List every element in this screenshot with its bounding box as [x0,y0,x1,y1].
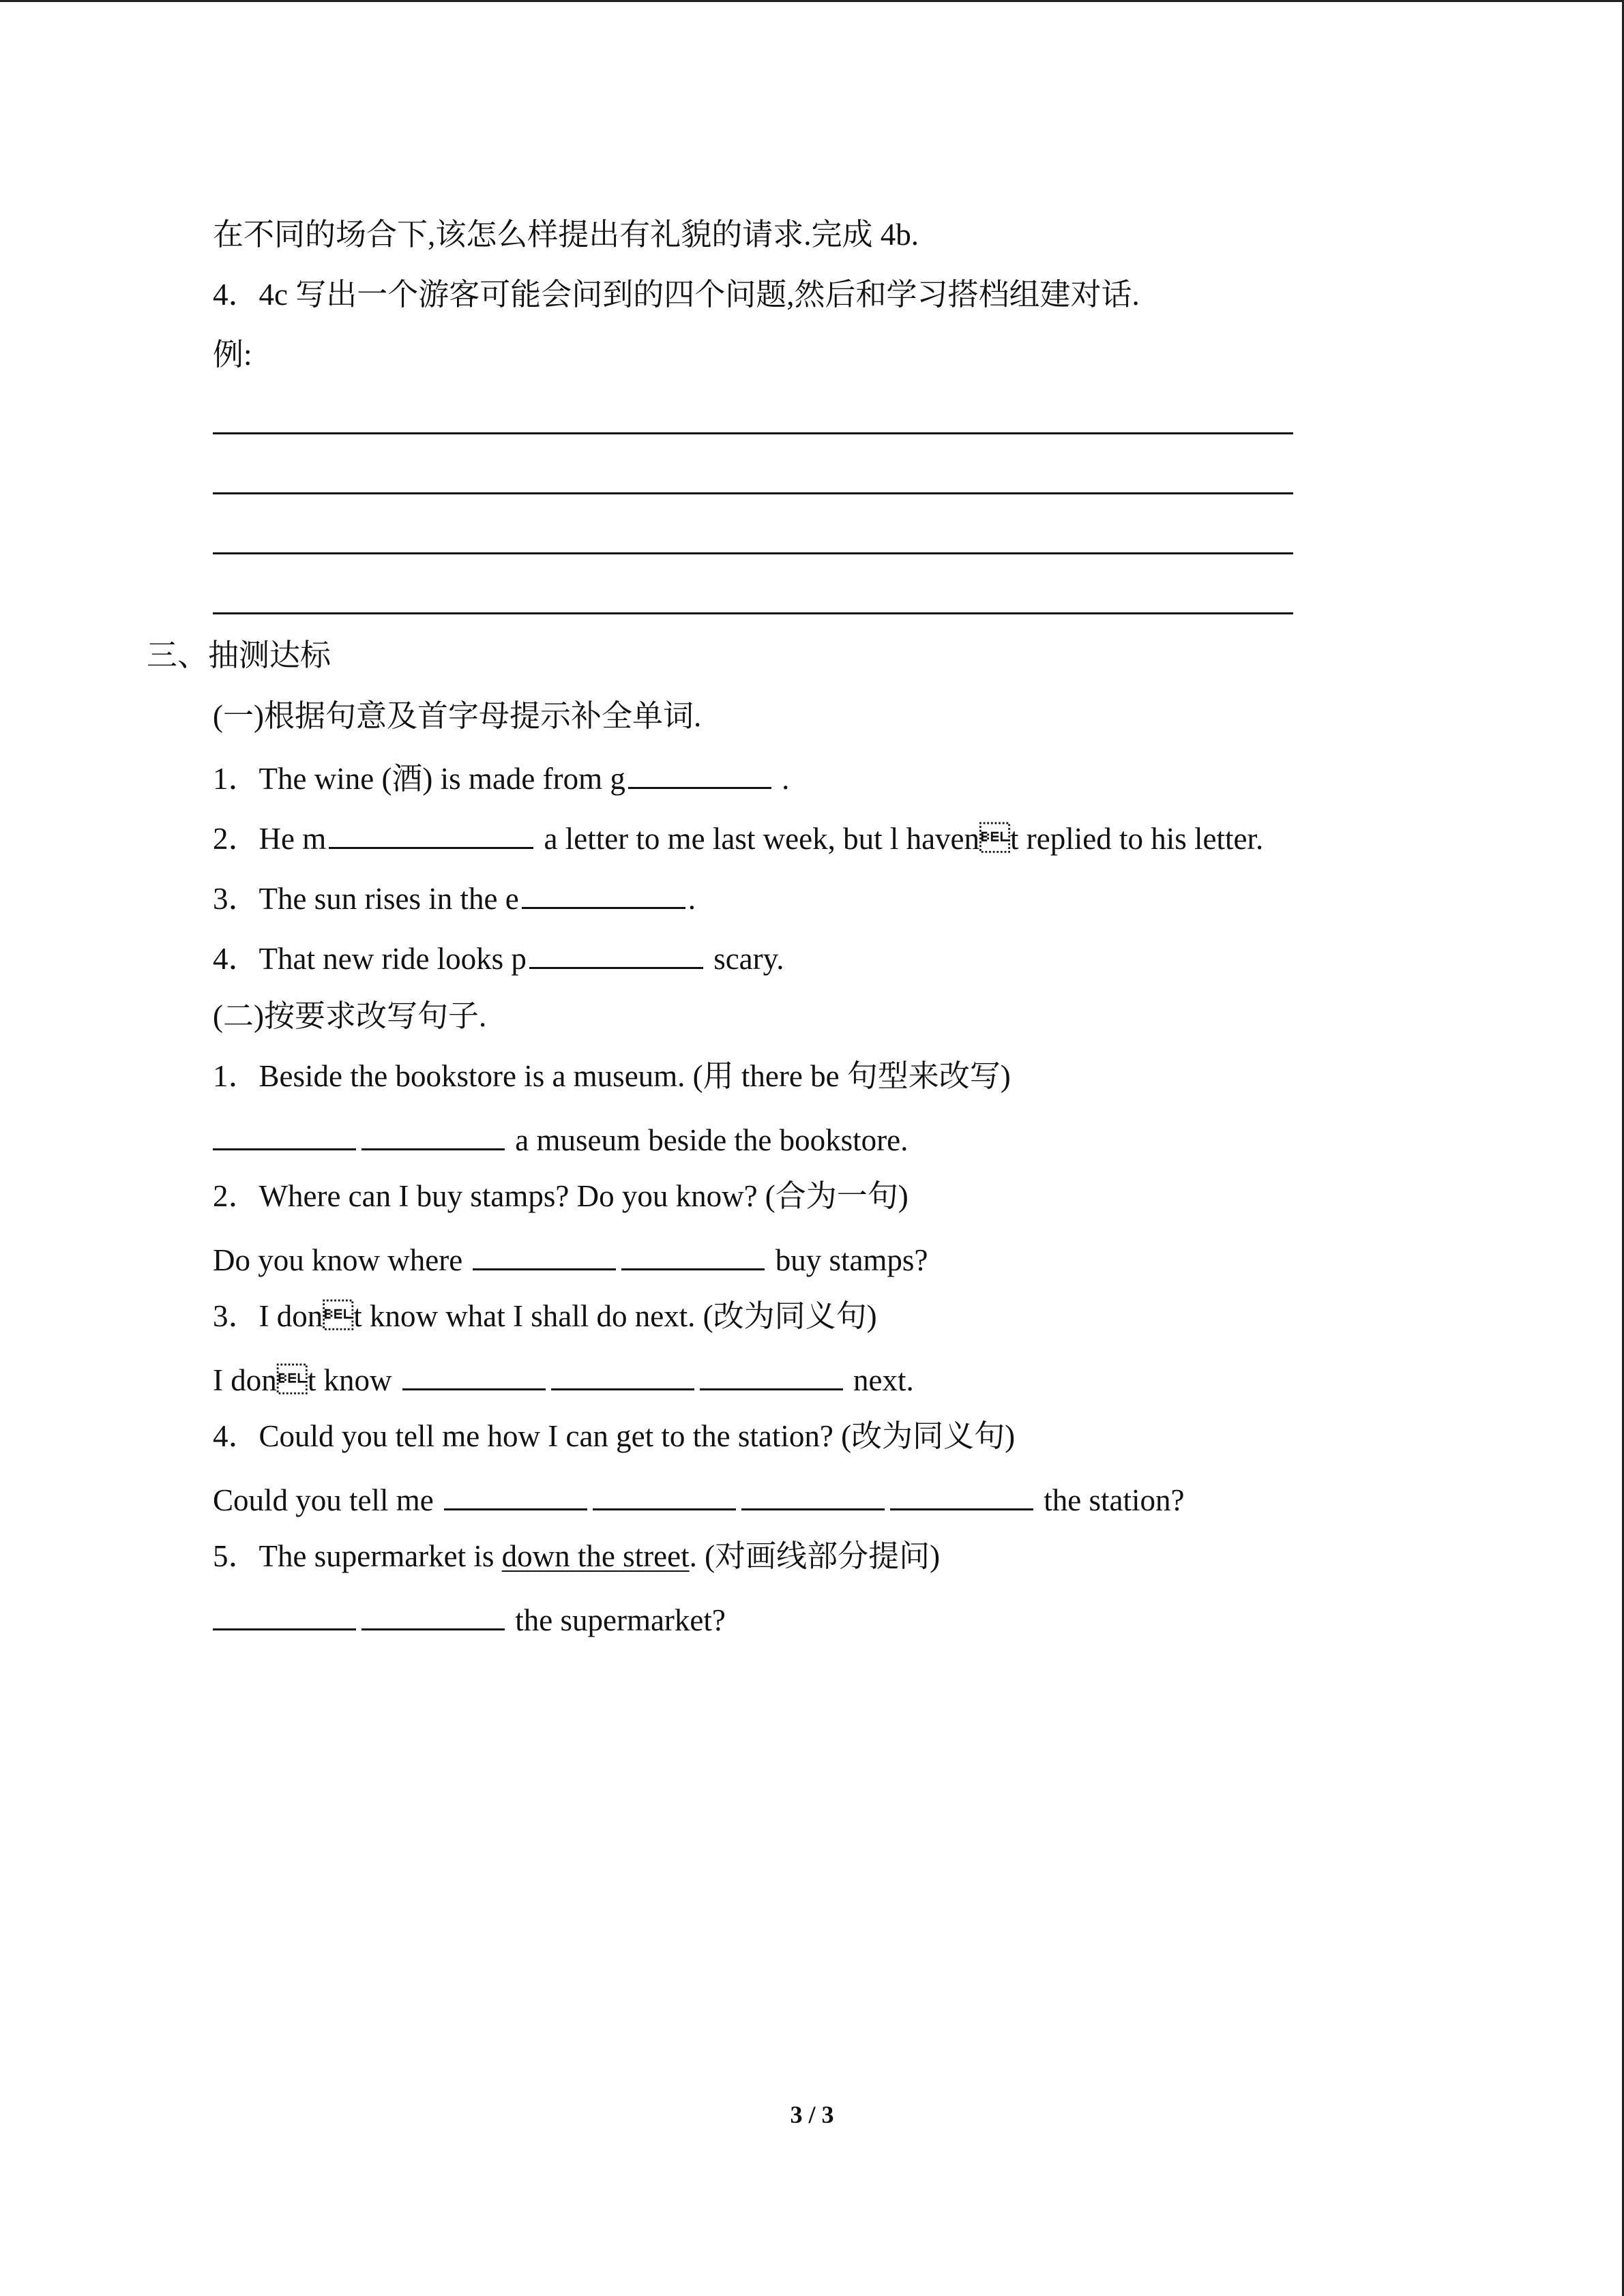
part1-item-4: 4．That new ride looks p scary. [213,937,784,978]
part1-item-2: 2．He m a letter to me last week, but l havent replied to his letter. [213,817,1263,858]
part2-item-4-question: 4．Could you tell me how I can get to the station? (改为同义句) [213,1419,1016,1453]
page-number: 3 / 3 [790,2101,834,2128]
answer-line-1[interactable] [213,432,1293,434]
blank[interactable] [473,1238,616,1270]
part2-item-2-question: 2．Where can I buy stamps? Do you know? (合为一句) [213,1179,909,1213]
blank[interactable] [329,817,533,849]
blank[interactable] [628,757,771,789]
part2-item-5-question: 5．The supermarket is down the street. (对画线部分提问) [213,1539,941,1573]
part2-title: (二)按要求改写句子. [213,999,487,1033]
blank[interactable] [522,877,685,909]
answer-line-4[interactable] [213,612,1293,614]
blank[interactable] [402,1358,546,1390]
instruction-4b: 在不同的场合下,该怎么样提出有礼貌的请求.完成 4b. [213,218,919,252]
blank[interactable] [213,1118,356,1150]
answer-line-3[interactable] [213,552,1293,554]
answer-line-2[interactable] [213,492,1293,494]
part2-item-1-question: 1．Beside the bookstore is a museum. (用 there be 句型来改写) [213,1059,1011,1093]
part2-item-3-answer: I dont know next. [213,1358,914,1399]
blank[interactable] [890,1478,1033,1510]
blank[interactable] [700,1358,843,1390]
blank[interactable] [593,1478,736,1510]
part1-item-3: 3．The sun rises in the e . [213,877,696,918]
part2-item-2-answer: Do you know where buy stamps? [213,1238,928,1279]
blank[interactable] [529,937,703,969]
blank[interactable] [444,1478,587,1510]
part1-item-1: 1．The wine (酒) is made from g . [213,757,789,798]
part2-item-1-answer: a museum beside the bookstore. [213,1118,908,1159]
blank[interactable] [361,1598,505,1630]
blank[interactable] [551,1358,694,1390]
part2-item-3-question: 3．I dont know what I shall do next. (改为同义句) [213,1299,877,1333]
blank[interactable] [741,1478,885,1510]
part1-title: (一)根据句意及首字母提示补全单词. [213,699,702,733]
blank[interactable] [621,1238,765,1270]
section-3-heading: 三、抽测达标 [147,638,331,672]
item-4c: 4．4c 写出一个游客可能会问到的四个问题,然后和学习搭档组建对话. [213,278,1140,312]
example-label: 例: [213,338,252,372]
underlined-phrase: down the street [501,1539,690,1573]
blank[interactable] [361,1118,505,1150]
part2-item-5-answer: the supermarket? [213,1598,726,1639]
part2-item-4-answer: Could you tell me the station? [213,1478,1184,1519]
blank[interactable] [213,1598,356,1630]
